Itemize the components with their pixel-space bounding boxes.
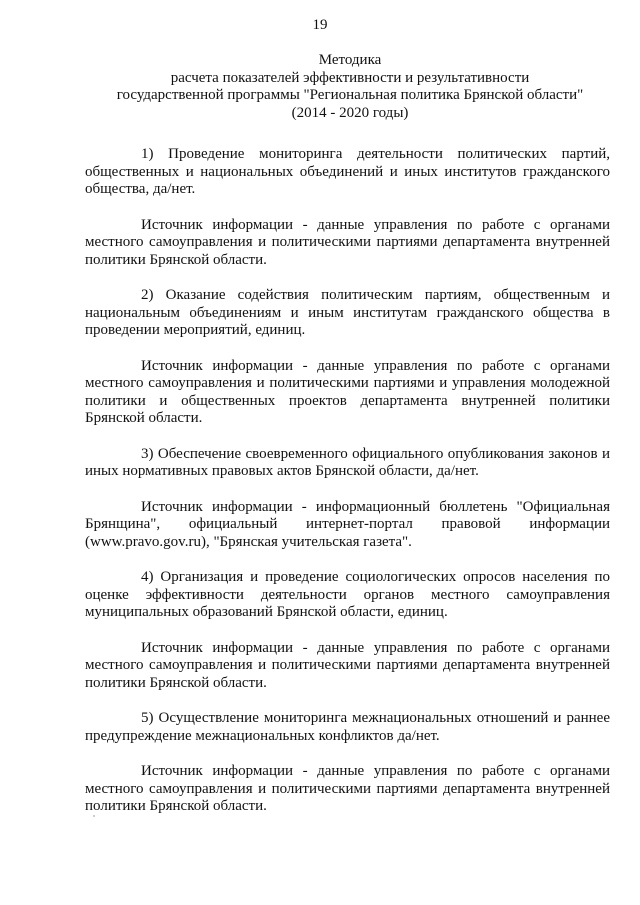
source-item-5 bbox=[85, 763, 610, 816]
source-text: Источник информации - данные управления по работе с органами местного самоуправления и политическими партиями и управления молодежной политики и общественных проектов департамента внутренней политики Брянской области. bbox=[85, 357, 610, 426]
source-item-4 bbox=[85, 640, 610, 693]
source-text: Источник информации - данные управления по работе с органами местного самоуправления и политическими партиями департамента внутренней политики Брянской области. bbox=[85, 216, 610, 268]
indicator-item-2 bbox=[85, 287, 610, 340]
page-number: 19 bbox=[312, 17, 328, 33]
indicator-text: 1) Проведение мониторинга деятельности политических партий, общественных и национальных объединений и иных институтов гражданского общества, да/нет. bbox=[85, 146, 610, 197]
title-line-4: (2014 - 2020 годы) bbox=[291, 104, 409, 121]
indicator-text: 2) Оказание содействия политическим партиям, общественным и национальным объединениям и иным институтам гражданского общества в проведении мероприятий, единиц. bbox=[85, 287, 610, 338]
source-text: Источник информации - информационный бюллетень "Официальная Брянщина", официальный интернет-портал правовой информации (www.pravo.gov.ru), "Брянская учительская газета". bbox=[85, 498, 610, 550]
title-line-1: Методика bbox=[318, 52, 382, 68]
source-text: Источник информации - данные управления по работе с органами местного самоуправления и политическими партиями департамента внутренней политики Брянской области. bbox=[85, 763, 610, 814]
indicator-text: 4) Организация и проведение социологических опросов населения по оценке эффективности деятельности органов местного самоуправления муниципальных образований Брянской области, единиц. bbox=[85, 569, 610, 620]
source-text: Источник информации - данные управления по работе с органами местного самоуправления и политическими партиями департамента внутренней политики Брянской области. bbox=[85, 639, 610, 691]
source-item-2 bbox=[85, 358, 610, 428]
indicator-item-1 bbox=[85, 146, 610, 199]
document-body bbox=[85, 146, 610, 834]
scan-speck bbox=[93, 815, 95, 817]
indicator-text: 5) Осуществление мониторинга межнациональных отношений и раннее предупреждение межнациональных конфликтов да/нет. bbox=[85, 710, 610, 744]
indicator-item-4 bbox=[85, 569, 610, 622]
source-item-1 bbox=[85, 217, 610, 270]
title-line-3: государственной программы "Региональная политика Брянской области" bbox=[116, 87, 584, 103]
indicator-text: 3) Обеспечение своевременного официального опубликования законов и иных нормативных правовых актов Брянской области, да/нет. bbox=[85, 445, 610, 479]
title-line-2: расчета показателей эффективности и результативности bbox=[170, 69, 530, 86]
indicator-item-5 bbox=[85, 710, 610, 745]
source-item-3 bbox=[85, 499, 610, 552]
indicator-item-3 bbox=[85, 446, 610, 481]
document-title bbox=[100, 52, 600, 122]
